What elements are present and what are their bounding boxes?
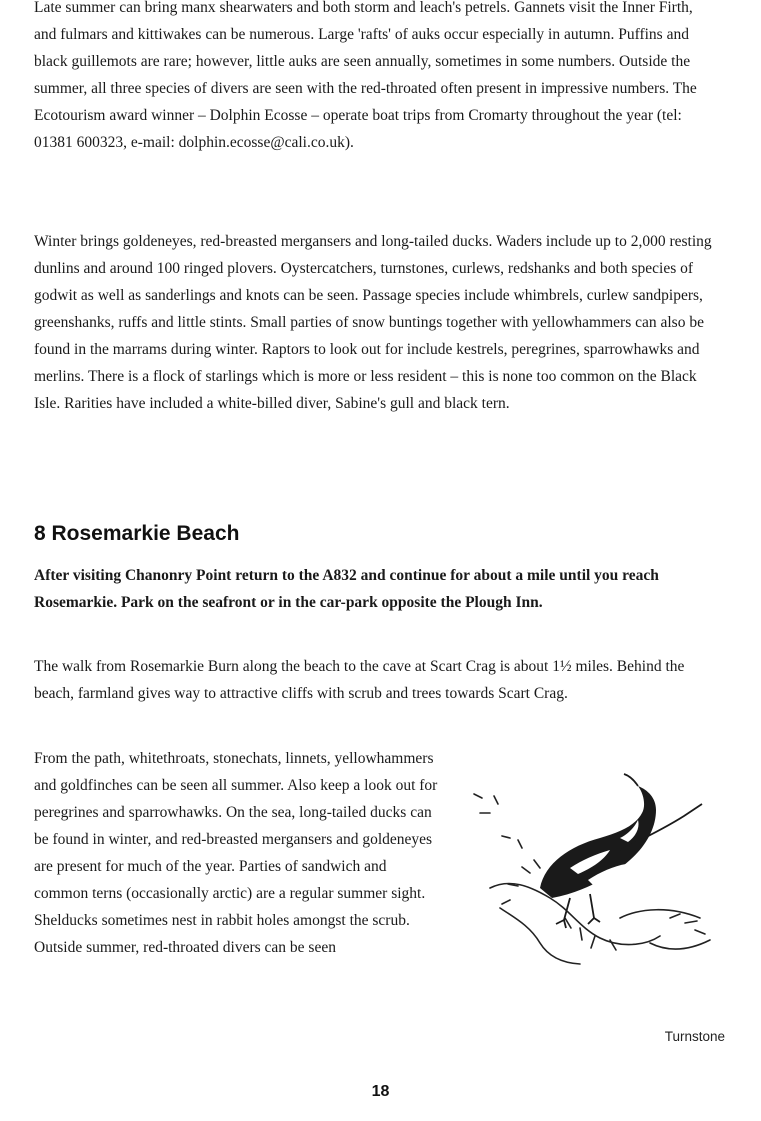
- paragraph-winter-birds: Winter brings goldeneyes, red-breasted mergansers and long-tailed ducks. Waders include up to 2,000 resting dunlins and around 100 ringed plovers. Oystercatchers, turnstones, curlews, redshanks and both species of godwit as well as sanderlings and knots can be seen. Passage species include whimbrels, curlew sandpipers, greenshanks, ruffs and little stints. Small parties of snow buntings together with yellowhammers can also be found in the marrams during winter. Raptors to look out for include kestrels, peregrines, sparrowhawks and merlins. There is a flock of starlings which is more or less resident – this is none too common on the Black Isle. Rarities have included a white-billed diver, Sabine's gull and black tern.: [34, 233, 712, 412]
- section-directions: After visiting Chanonry Point return to the A832 and continue for about a mile until you reach Rosemarkie. Park on the seafront or in the car-park opposite the Plough Inn.: [34, 567, 659, 611]
- page-number: 18: [371, 1083, 390, 1100]
- turnstone-drawing-icon: [470, 768, 730, 978]
- paragraph-path-birds: From the path, whitethroats, stonechats, linnets, yellowhammers and goldfinches can be seen all summer. Also keep a look out for peregrines and sparrowhawks. On the sea, long-tailed ducks can be found in winter, and red-breasted mergansers and goldeneyes are present for much of the year. Parties of sandwich and common terns (occasionally arctic) are a regular summer sight. Shelducks sometimes nest in rabbit holes amongst the scrub. Outside summer, red-throated divers can be seen: [34, 750, 438, 956]
- figure-caption: Turnstone: [664, 1029, 725, 1044]
- turnstone-illustration: [470, 768, 730, 978]
- paragraph-seabirds: Late summer can bring manx shearwaters and both storm and leach's petrels. Gannets visit the Inner Firth, and fulmars and kittiwakes can be numerous. Large 'rafts' of auks occur especially in autumn. Puffins and black guillemots are rare; however, little auks are seen annually, sometimes in some numbers. Outside the summer, all three species of divers are seen with the red-throated often present in impressive numbers. The Ecotourism award winner – Dolphin Ecosse – operate boat trips from Cromarty throughout the year (tel: 01381 600323, e-mail: dolphin.ecosse@cali.co.uk).: [34, 0, 697, 151]
- paragraph-walk: The walk from Rosemarkie Burn along the beach to the cave at Scart Crag is about 1½ miles. Behind the beach, farmland gives way to attractive cliffs with scrub and trees towards Scart Crag.: [34, 658, 685, 702]
- section-heading: 8 Rosemarkie Beach: [34, 522, 240, 545]
